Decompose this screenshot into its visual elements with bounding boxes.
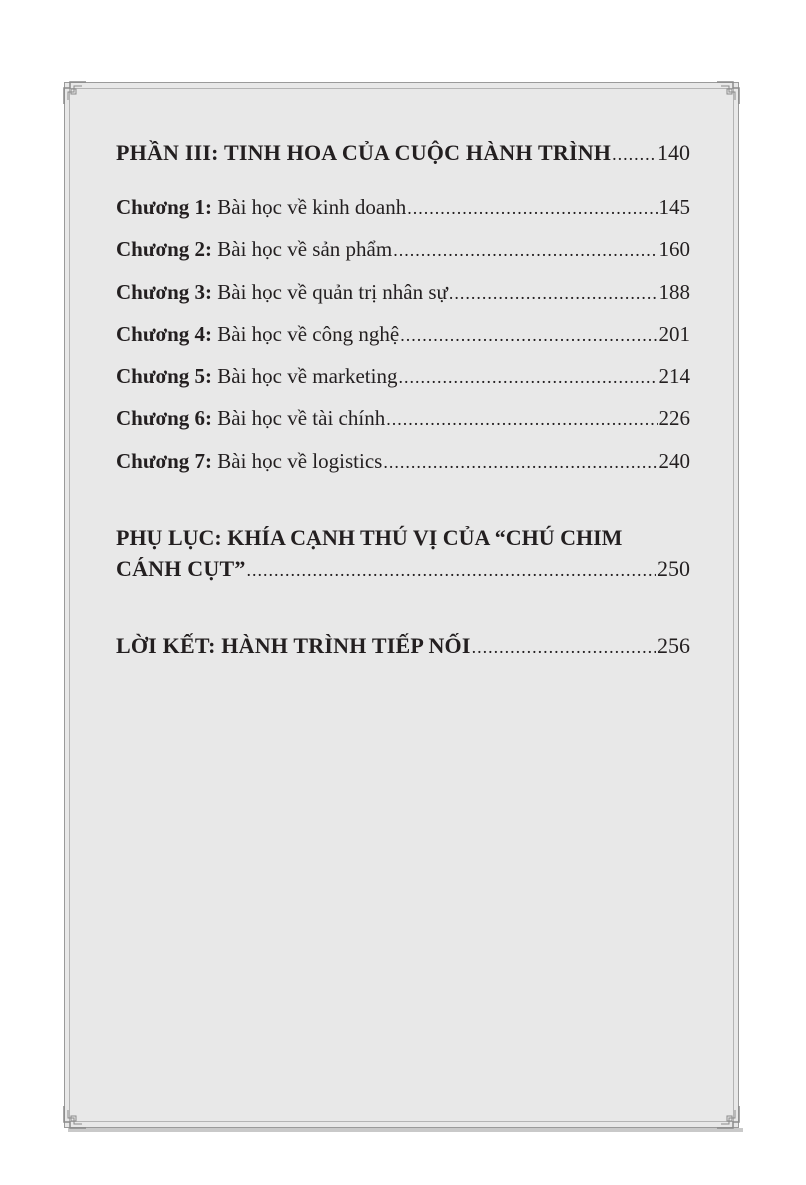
toc-appendix [116, 522, 690, 585]
toc-chapter [116, 277, 690, 308]
chapter-title: Bài học về tài chính [217, 406, 386, 431]
toc-chapter [116, 319, 690, 350]
chapter-label: Chương 7: [116, 448, 212, 473]
chapter-title: Bài học về quản trị nhân sự [217, 279, 448, 304]
leader-dots [407, 193, 657, 223]
leader-dots [393, 235, 657, 265]
toc-chapter [116, 361, 690, 392]
chapter-title: Bài học về marketing [217, 364, 398, 389]
toc-epilogue [116, 631, 690, 662]
leader-dots [449, 278, 658, 308]
toc-chapter [116, 234, 690, 265]
chapter-page: 145 [658, 195, 690, 219]
frame-shadow [68, 1128, 743, 1132]
toc-chapter [116, 403, 690, 434]
chapter-label: Chương 3: [116, 279, 212, 304]
chapter-page: 160 [658, 237, 690, 262]
leader-dots [386, 404, 657, 434]
toc-epilogue-row [116, 631, 690, 662]
chapter-page: 226 [658, 406, 690, 431]
chapter-label: Chương 1: [116, 195, 212, 219]
chapter-label: Chương 5: [116, 364, 212, 389]
toc-epilogue-page: 256 [657, 632, 690, 658]
leader-dots [247, 555, 656, 585]
table-of-contents [116, 138, 690, 662]
leader-dots [383, 447, 657, 477]
leader-dots [472, 632, 656, 662]
toc-chapter [116, 446, 690, 477]
toc-part-3 [116, 138, 690, 169]
leader-dots [400, 320, 657, 350]
toc-epilogue-title: LỜI KẾT: HÀNH TRÌNH TIẾP NỐI [116, 632, 471, 658]
toc-appendix-line2 [116, 554, 690, 585]
toc-part-3-page: 140 [657, 140, 690, 165]
chapter-label: Chương 6: [116, 406, 212, 431]
chapter-page: 201 [658, 321, 690, 346]
chapter-page: 240 [658, 448, 690, 473]
toc-chapter [116, 192, 690, 223]
chapter-label: Chương 2: [116, 237, 212, 262]
toc-part-3-title: PHẦN III: TINH HOA CỦA CUỘC HÀNH TRÌNH [116, 140, 612, 165]
chapter-page: 214 [658, 364, 690, 389]
corner-ornament-icon [715, 80, 741, 106]
toc-appendix-page: 250 [657, 555, 690, 581]
chapter-page: 188 [658, 279, 690, 304]
toc-appendix-title-line1: PHỤ LỤC: KHÍA CẠNH THÚ VỊ CỦA “CHÚ CHIM [116, 524, 623, 550]
corner-ornament-icon [715, 1104, 741, 1130]
chapter-label: Chương 4: [116, 321, 212, 346]
toc-appendix-title-line2: CÁNH CỤT” [116, 555, 246, 581]
chapter-title: Bài học về kinh doanh [217, 195, 407, 219]
leader-dots [612, 139, 656, 169]
leader-dots [398, 362, 657, 392]
corner-ornament-icon [62, 1104, 88, 1130]
corner-ornament-icon [62, 80, 88, 106]
chapter-title: Bài học về sản phẩm [217, 237, 393, 262]
chapter-title: Bài học về công nghệ [217, 321, 400, 346]
chapter-title: Bài học về logistics [217, 448, 383, 473]
toc-chapter-list [116, 192, 690, 477]
